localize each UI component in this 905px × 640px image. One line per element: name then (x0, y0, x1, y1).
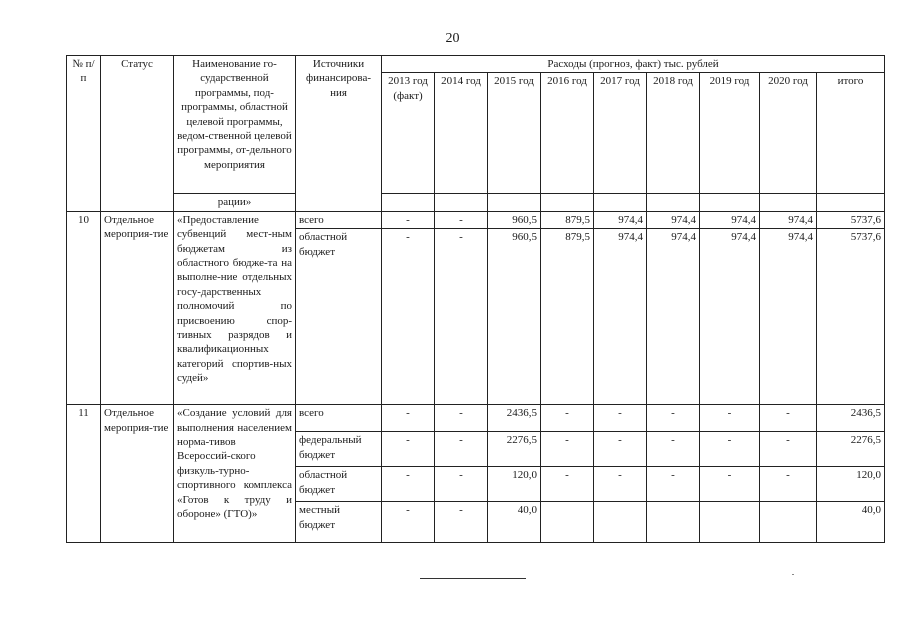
header-year: 2018 год (647, 73, 700, 194)
row-value: - (382, 432, 435, 467)
row-status: Отдельное мероприя-тие (101, 405, 174, 543)
row-value: - (760, 432, 817, 467)
row-value: - (541, 405, 594, 432)
row-name: «Создание условий для выполнения населением норма-тивов Всероссий-ского физкуль-турно-спортивного комплекса «Готов к труду и обороне» (ГТО)» (174, 405, 296, 543)
footer-rule (420, 578, 526, 579)
empty-cell (435, 194, 488, 211)
row-value: - (760, 405, 817, 432)
row-value (541, 502, 594, 543)
row-value: - (594, 467, 647, 502)
row-value: 974,4 (760, 229, 817, 405)
table-body (67, 56, 885, 543)
row-value (760, 502, 817, 543)
header-year: итого (817, 73, 885, 194)
row-value: - (647, 432, 700, 467)
row-value: - (594, 432, 647, 467)
scan-speck (792, 574, 794, 575)
row-value: - (382, 405, 435, 432)
row-value: 2436,5 (817, 405, 885, 432)
row-value: 5737,6 (817, 229, 885, 405)
header-num: № п/п (67, 56, 101, 212)
row-value: - (541, 467, 594, 502)
row-source: федеральный бюджет (296, 432, 382, 467)
row-value (700, 502, 760, 543)
row-value: - (700, 405, 760, 432)
row-value: 879,5 (541, 211, 594, 228)
header-year: 2019 год (700, 73, 760, 194)
header-name: Наименование го-сударственной программы, под-программы, областной целевой программы, ведом-ственной целевой программы, от-дельного мероприятия (174, 56, 296, 194)
row-value: 974,4 (760, 211, 817, 228)
header-row (67, 56, 885, 73)
row-source: местный бюджет (296, 502, 382, 543)
row-value: 974,4 (594, 211, 647, 228)
row-value: 974,4 (594, 229, 647, 405)
row-source: всего (296, 405, 382, 432)
row-value: - (435, 405, 488, 432)
row-value (647, 502, 700, 543)
table-row (67, 211, 885, 228)
row-value: 5737,6 (817, 211, 885, 228)
row-value: - (382, 502, 435, 543)
header-expenses: Расходы (прогноз, факт) тыс. рублей (382, 56, 885, 73)
row-value: - (435, 211, 488, 228)
row-name: «Предоставление субвенций мест-ным бюджетам из областного бюдже-та на выполне-ние отдельных госу-дарственных полномочий по присвоению спор-тивных разрядов и квалификационных категорий спортив-ных судей» (174, 211, 296, 404)
row-value: - (700, 467, 760, 502)
row-source: областной бюджет (296, 467, 382, 502)
empty-cell (382, 194, 435, 211)
row-value: 40,0 (817, 502, 885, 543)
row-value: - (435, 229, 488, 405)
row-value: 879,5 (541, 229, 594, 405)
row-value: - (647, 405, 700, 432)
row-value: 974,4 (700, 211, 760, 228)
page-number: 20 (445, 31, 460, 46)
row-value: - (760, 467, 817, 502)
row-value: - (594, 405, 647, 432)
row-value: 2436,5 (488, 405, 541, 432)
row-value: 960,5 (488, 229, 541, 405)
empty-cell (488, 194, 541, 211)
header-status: Статус (101, 56, 174, 212)
row-value: 2276,5 (488, 432, 541, 467)
empty-cell (700, 194, 760, 211)
header-tail-row (67, 194, 885, 211)
row-value: 120,0 (488, 467, 541, 502)
table-row (67, 405, 885, 432)
row-value: 960,5 (488, 211, 541, 228)
row-source: всего (296, 211, 382, 228)
row-value: - (541, 432, 594, 467)
empty-cell (817, 194, 885, 211)
header-year: 2017 год (594, 73, 647, 194)
row-value: - (382, 211, 435, 228)
header-year: 2014 год (435, 73, 488, 194)
row-value: 974,4 (700, 229, 760, 405)
row-value: 120,0 (817, 467, 885, 502)
header-name-tail: рации» (174, 194, 296, 211)
row-value: - (382, 467, 435, 502)
empty-cell (760, 194, 817, 211)
header-year: 2020 год (760, 73, 817, 194)
row-value: - (435, 502, 488, 543)
row-value: 974,4 (647, 229, 700, 405)
row-value (594, 502, 647, 543)
row-value: - (435, 432, 488, 467)
row-number: 11 (67, 405, 101, 543)
budget-table (66, 55, 885, 543)
empty-cell (594, 194, 647, 211)
row-status: Отдельное мероприя-тие (101, 211, 174, 404)
row-value: 974,4 (647, 211, 700, 228)
row-value: - (382, 229, 435, 405)
row-source: областной бюджет (296, 229, 382, 405)
row-number: 10 (67, 211, 101, 404)
empty-cell (541, 194, 594, 211)
row-value: - (700, 432, 760, 467)
header-year: 2013 год (факт) (382, 73, 435, 194)
row-value: - (647, 467, 700, 502)
header-year: 2016 год (541, 73, 594, 194)
header-sources: Источники финансирова-ния (296, 56, 382, 212)
header-year: 2015 год (488, 73, 541, 194)
row-value: - (435, 467, 488, 502)
empty-cell (647, 194, 700, 211)
row-value: 40,0 (488, 502, 541, 543)
row-value: 2276,5 (817, 432, 885, 467)
